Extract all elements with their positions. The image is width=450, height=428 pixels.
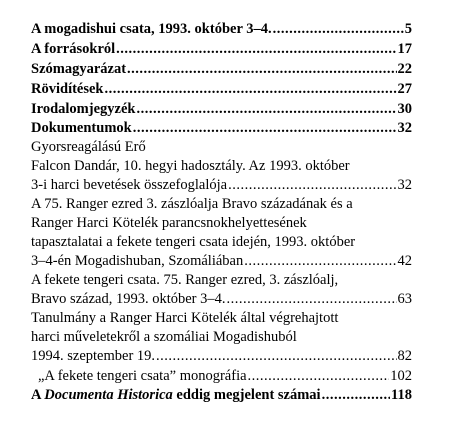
leader-dots	[105, 80, 397, 98]
document-title-line: harci műveletekről a szomáliai Mogadishuból	[31, 329, 297, 345]
toc-entry-title: Rövidítések	[31, 81, 104, 97]
toc-entry	[31, 40, 412, 58]
toc-entry-title: Irodalomjegyzék	[31, 101, 136, 117]
leader-dots	[322, 386, 390, 404]
toc-entry-title: Dokumentumok	[31, 120, 132, 136]
leader-dots	[116, 40, 396, 58]
toc-entry-title: „A fekete tengeri csata” monográfia	[38, 368, 247, 384]
toc-entry-page: 30	[397, 101, 412, 117]
toc-entry-title: A mogadishui csata, 1993. október 3–4.	[31, 21, 272, 37]
toc-entry	[31, 386, 412, 404]
toc-entry-title	[31, 386, 321, 404]
document-title-line: Gyorsreagálású Erő	[31, 139, 146, 155]
leader-dots	[273, 20, 404, 38]
leader-dots	[133, 119, 397, 137]
toc-entry	[31, 60, 412, 78]
toc-entry-page: 63	[397, 291, 412, 307]
toc-entry-title: 3-i harci bevetések összefoglalója	[31, 177, 228, 193]
leader-dots	[228, 176, 396, 194]
toc-entry	[31, 20, 412, 38]
leader-dots	[248, 367, 390, 385]
document-title-line: A fekete tengeri csata. 75. Ranger ezred, 3. zászlóalj,	[31, 272, 339, 288]
toc-entry-page: 118	[391, 387, 412, 403]
leader-dots	[244, 252, 396, 270]
toc-entry-prefix: A	[31, 387, 45, 403]
toc-entry	[31, 176, 412, 194]
document-title-line: Falcon Dandár, 10. hegyi hadosztály. Az 1993. október	[31, 158, 350, 174]
document-title-line: Ranger Harci Kötelék parancsnokhelyettesének	[31, 215, 307, 231]
leader-dots	[136, 100, 396, 118]
document-title-line: tapasztalatai a fekete tengeri csata idején, 1993. október	[31, 234, 356, 250]
toc-entry-title: Szómagyarázat	[31, 61, 127, 77]
leader-dots	[127, 60, 396, 78]
toc-entry-title: A forrásokról	[31, 41, 116, 57]
toc-entry-page: 17	[397, 41, 412, 57]
toc-entry-page: 27	[397, 81, 412, 97]
toc-entry-suffix: eddig megjelent számai	[172, 387, 321, 403]
toc-entry-page: 102	[390, 368, 412, 384]
toc-entry-page: 42	[397, 253, 412, 269]
toc-entry	[31, 119, 412, 137]
toc-entry	[31, 347, 412, 365]
toc-entry-page: 32	[397, 120, 412, 136]
document-title-line: A 75. Ranger ezred 3. zászlóalja Bravo századának és a	[31, 196, 353, 212]
toc-entry-page: 82	[397, 348, 412, 364]
toc-entry-page: 22	[397, 61, 412, 77]
toc-entry-title: Bravo század, 1993. október 3–4.	[31, 291, 226, 307]
toc-entry-title: 1994. szeptember 19.	[31, 348, 156, 364]
leader-dots	[227, 290, 397, 308]
toc-entry	[31, 290, 412, 308]
toc-entry	[31, 80, 412, 98]
toc-entry-page: 5	[404, 21, 412, 37]
leader-dots	[156, 347, 396, 365]
toc-entry-page: 32	[397, 177, 412, 193]
document-title-line: Tanulmány a Ranger Harci Kötelék által végrehajtott	[31, 310, 339, 326]
toc-entry	[31, 100, 412, 118]
toc-entry-title: 3–4-én Mogadishuban, Szomáliában	[31, 253, 244, 269]
toc-entry	[38, 367, 412, 385]
toc-entry	[31, 252, 412, 270]
series-title: Documenta Historica	[44, 387, 173, 403]
